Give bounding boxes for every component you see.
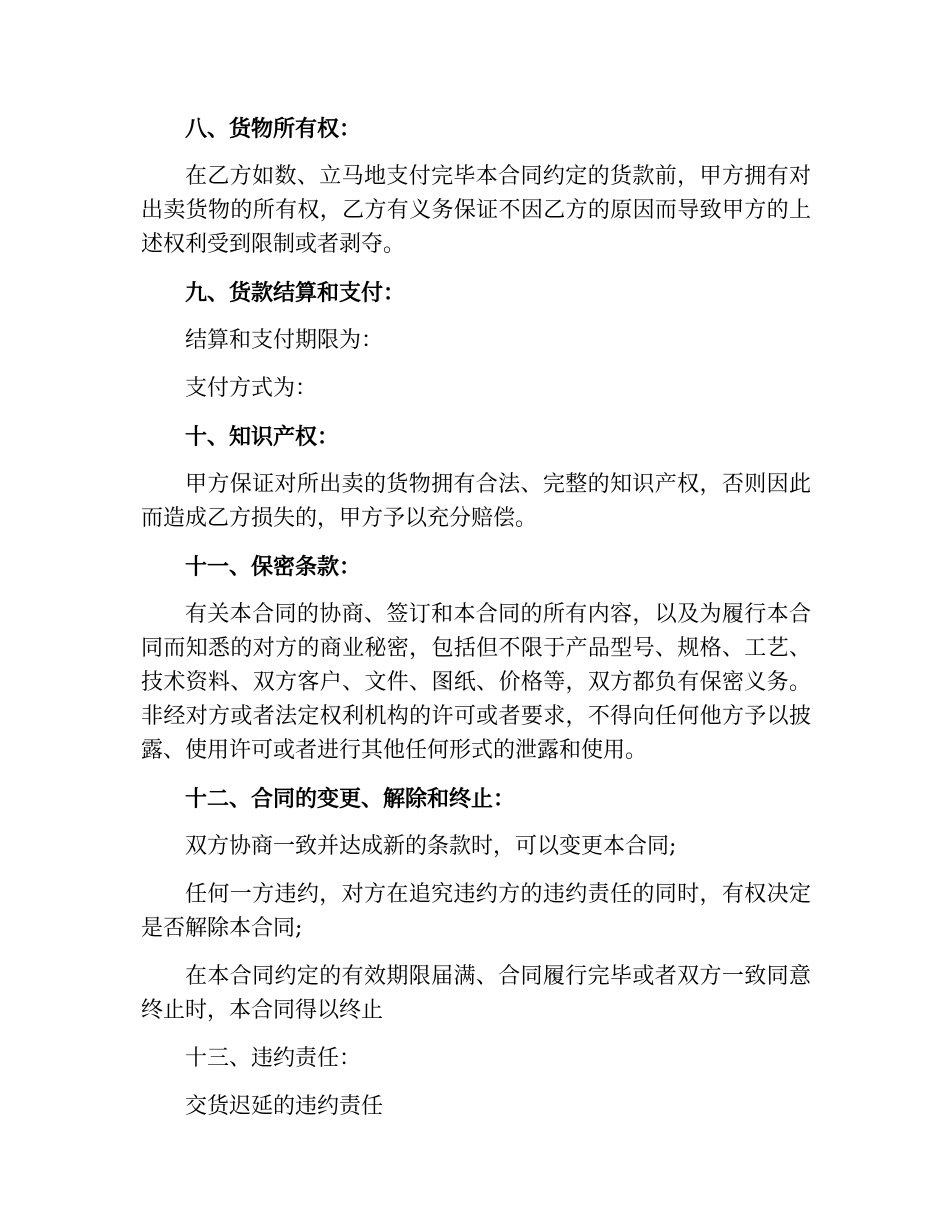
section-13-heading: 十三、违约责任： [185, 1046, 362, 1071]
section-11-paragraph-1: 有关本合同的协商、签订和本合同的所有内容，以及为履行本合同而知悉的对方的商业秘密，包括但不限于产品型号、规格、工艺、技术资料、双方客户、文件、图纸、价格等，双方都负有保密义务。非经对方或者法定权利机构的许可或者要求，不得向任何他方予以披露、使用许可或者进行其他任何形式的泄露和使用。 [141, 602, 811, 763]
section-8-paragraph-1: 在乙方如数、立马地支付完毕本合同约定的货款前，甲方拥有对出卖货物的所有权，乙方有义务保证不因乙方的原因而导致甲方的上述权利受到限制或者剥夺。 [141, 164, 811, 257]
section-10-paragraph-1: 甲方保证对所出卖的货物拥有合法、完整的知识产权，否则因此而造成乙方损失的，甲方予以充分赔偿。 [141, 472, 811, 531]
section-11-heading: 十一、保密条款： [185, 554, 362, 580]
section-9-heading: 九、货款结算和支付： [185, 280, 406, 306]
section-9-paragraph-2: 支付方式为： [185, 376, 318, 401]
section-9-paragraph-1: 结算和支付期限为： [185, 328, 384, 353]
section-8-heading: 八、货物所有权： [185, 116, 362, 142]
section-12-paragraph-3: 在本合同约定的有效期限届满、合同履行完毕或者双方一致同意终止时，本合同得以终止 [141, 964, 811, 1023]
section-12-paragraph-1: 双方协商一致并达成新的条款时，可以变更本合同; [185, 834, 677, 859]
section-12-paragraph-2: 任何一方违约，对方在追究违约方的违约责任的同时，有权决定是否解除本合同; [141, 882, 811, 941]
document-body [141, 112, 811, 1138]
section-10-heading: 十、知识产权： [185, 424, 340, 450]
section-12-heading: 十二、合同的变更、解除和终止： [185, 786, 516, 812]
section-13-paragraph-1: 交货迟延的违约责任 [185, 1094, 384, 1119]
